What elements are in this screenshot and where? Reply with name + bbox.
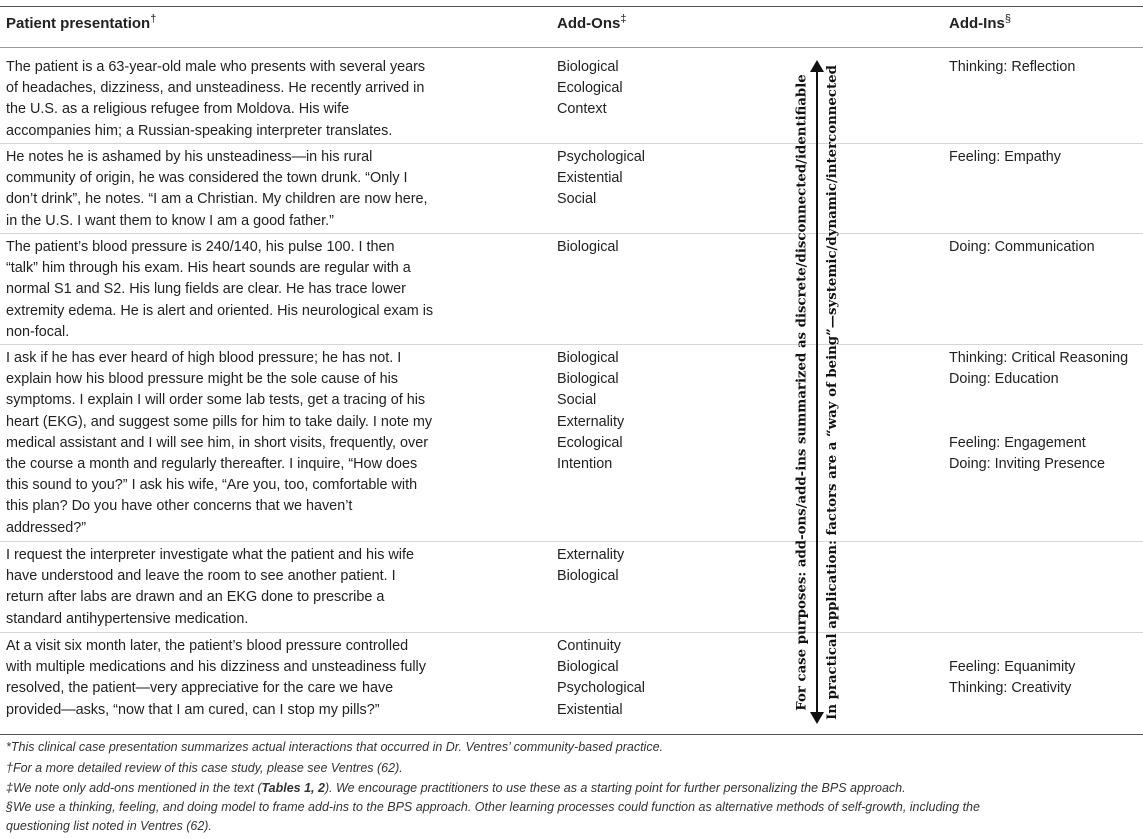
footnote-asterisk: *This clinical case presentation summarizes actual interactions that occurred in Dr. Ventres’ community-based practice. — [6, 740, 663, 754]
row-3-presentation: The patient’s blood pressure is 240/140, his pulse 100. I then “talk” him through his exam. His heart sounds are regular with a normal S1 and S2. His lung fields are clear. He has trace lower extremity edema. He is alert and oriented. His neurological exam is non-focal. — [6, 239, 434, 340]
vertical-label-case-purposes: For case purposes: add-ons/add-ins summarized as discrete/disconnected/identifiable — [794, 73, 810, 711]
row-2-presentation: He notes he is ashamed by his unsteadiness—in his rural community of origin, he was considered the town drunk. “Only I don’t drink”, he notes. “I am a Christian. My children are now here, in the U.S. I want them to know I am a good father.” — [6, 149, 428, 229]
row-5-addons: Externality Biological — [557, 547, 625, 585]
row-1-presentation: The patient is a 63-year-old male who presents with several years of headaches, dizziness, and unsteadiness. He recently arrived in the U.S. as a religious refugee from Moldova. His wife accompanies him; a Russian-speaking interpreter translates. — [6, 59, 426, 139]
arrow-shaft — [816, 70, 818, 714]
arrow-down-icon — [810, 712, 824, 724]
row-divider — [0, 344, 1143, 345]
row-4-addons: Biological Biological Social Externality Ecological Intention — [557, 350, 625, 473]
row-4-presentation: I ask if he has ever heard of high blood pressure; he has not. I explain how his blood pressure might be the sole cause of his symptoms. I explain I will order some lab tests, get a tracing of his heart (EKG), and suggest some pills for him to take daily. I note my medical assistant and I will see him, in short visits, frequently, over the course a month and regularly thereafter. I inquire, “How does this sound to you?” I ask his wife, “Are you, too, comfortable with this plan? Do you have other concerns that we haven’t addressed?” — [6, 350, 433, 536]
tables-link[interactable]: Tables 1, 2 — [261, 781, 325, 795]
vertical-label-practical-application: In practical application: factors are a “way of being”—systemic/dynamic/interconnected — [824, 64, 840, 720]
row-divider — [0, 233, 1143, 234]
row-4-addins: Thinking: Critical Reasoning Doing: Education Feeling: Engagement Doing: Inviting Presence — [949, 350, 1129, 473]
row-6-presentation: At a visit six month later, the patient’s blood pressure controlled with multiple medications and his dizziness and unsteadiness fully resolved, the patient—very appreciative for the care we have provided—asks, “now that I am cured, can I stop my pills?” — [6, 638, 426, 718]
row-5-presentation: I request the interpreter investigate what the patient and his wife have understood and leave the room to see another patient. I return after labs are drawn and an EKG done to prescribe a standard antihypertensive medication. — [6, 547, 414, 627]
header-patient-presentation: Patient presentation† — [6, 13, 157, 32]
row-6-addins: Feeling: Equanimity Thinking: Creativity — [949, 659, 1076, 697]
row-3-addins: Doing: Communication — [949, 239, 1095, 255]
row-1-addins: Thinking: Reflection — [949, 59, 1076, 75]
row-3-addons: Biological — [557, 239, 619, 255]
footnote-section-continued: questioning list noted in Ventres (62). — [6, 819, 212, 833]
row-divider — [0, 143, 1143, 144]
footnote-double-dagger: ‡We note only add-ons mentioned in the text (Tables 1, 2). We encourage practitioners to use these as a starting point for further personalizing the BPS approach. — [6, 781, 906, 795]
row-divider — [0, 632, 1143, 633]
row-6-addons: Continuity Biological Psychological Existential — [557, 638, 645, 718]
header-add-ins: Add-Ins§ — [949, 13, 1011, 32]
footnote-section: §We use a thinking, feeling, and doing model to frame add-ins to the BPS approach. Other learning processes could function as alternative methods of self-growth, including the — [6, 800, 980, 814]
double-headed-arrow-icon — [815, 60, 819, 724]
row-2-addins: Feeling: Empathy — [949, 149, 1061, 165]
footnote-dagger: †For a more detailed review of this case study, please see Ventres (62). — [6, 761, 403, 775]
table-bottom-rule — [0, 734, 1143, 735]
row-1-addons: Biological Ecological Context — [557, 59, 623, 118]
row-divider — [0, 541, 1143, 542]
header-add-ons: Add-Ons‡ — [557, 13, 627, 32]
header-rule — [0, 47, 1143, 48]
row-2-addons: Psychological Existential Social — [557, 149, 645, 208]
table-top-rule — [0, 6, 1143, 7]
